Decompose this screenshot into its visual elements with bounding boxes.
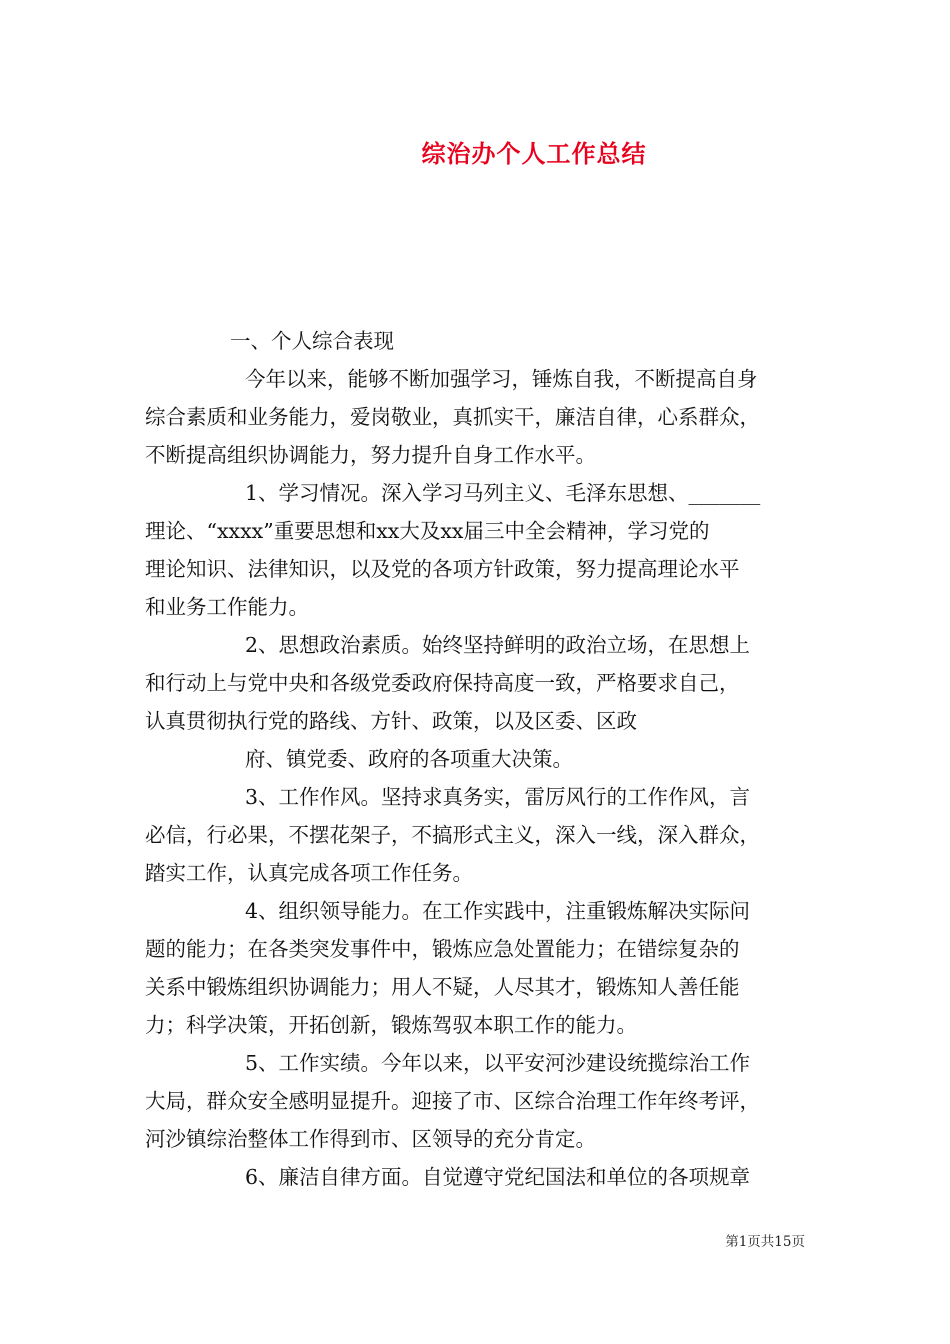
section-heading: 一、个人综合表现 xyxy=(230,329,394,353)
paragraph-line: 3、工作作风。坚持求真务实，雷厉风行的工作作风，言 xyxy=(245,785,751,809)
paragraph-line: 今年以来，能够不断加强学习，锤炼自我，不断提高自身 xyxy=(245,367,758,391)
paragraph-line: 认真贯彻执行党的路线、方针、政策，以及区委、区政 xyxy=(145,709,637,733)
paragraph-line: 关系中锻炼组织协调能力；用人不疑，人尽其才，锻炼知人善任能 xyxy=(145,975,740,999)
paragraph-line: 和业务工作能力。 xyxy=(145,595,309,619)
paragraph-line: 不断提高组织协调能力，努力提升自身工作水平。 xyxy=(145,443,596,467)
paragraph-line: 理论知识、法律知识，以及党的各项方针政策，努力提高理论水平 xyxy=(145,557,740,581)
paragraph-line: 6、廉洁自律方面。自觉遵守党纪国法和单位的各项规章 xyxy=(245,1165,751,1189)
paragraph-line: 理论、“xxxx”重要思想和xx大及xx届三中全会精神，学习党的 xyxy=(145,519,710,543)
paragraph-line: 踏实工作，认真完成各项工作任务。 xyxy=(145,861,473,885)
paragraph-line: 题的能力；在各类突发事件中，锻炼应急处置能力；在错综复杂的 xyxy=(145,937,740,961)
paragraph-line: 2、思想政治素质。始终坚持鲜明的政治立场，在思想上 xyxy=(245,633,751,657)
paragraph-line: 4、组织领导能力。在工作实践中，注重锻炼解决实际问 xyxy=(245,899,751,923)
paragraph-line: 1、学习情况。深入学习马列主义、毛泽东思想、_______ xyxy=(245,481,761,505)
paragraph-line: 和行动上与党中央和各级党委政府保持高度一致，严格要求自己， xyxy=(145,671,740,695)
paragraph-line: 大局，群众安全感明显提升。迎接了市、区综合治理工作年终考评， xyxy=(145,1089,760,1113)
paragraph-line: 综合素质和业务能力，爱岗敬业，真抓实干，廉洁自律，心系群众， xyxy=(145,405,760,429)
document-title: 综治办个人工作总结 xyxy=(421,140,647,168)
paragraph-line: 河沙镇综治整体工作得到市、区领导的充分肯定。 xyxy=(145,1127,596,1151)
paragraph-line: 必信，行必果，不摆花架子，不搞形式主义，深入一线，深入群众， xyxy=(145,823,760,847)
page-number-footer: 第1页共15页 xyxy=(725,1234,805,1250)
paragraph-line: 力；科学决策，开拓创新，锻炼驾驭本职工作的能力。 xyxy=(145,1013,637,1037)
paragraph-line: 5、工作实绩。今年以来，以平安河沙建设统揽综治工作 xyxy=(245,1051,751,1075)
paragraph-line: 府、镇党委、政府的各项重大决策。 xyxy=(245,747,573,771)
